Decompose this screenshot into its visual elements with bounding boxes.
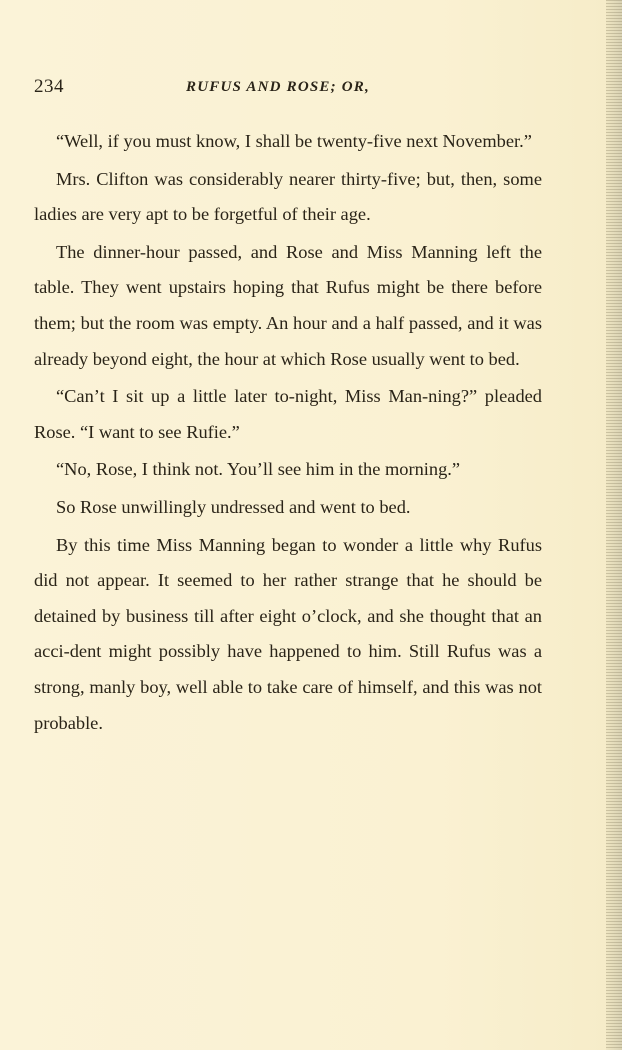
page-number: 234 — [34, 76, 64, 97]
paragraph: “Can’t I sit up a little later to-night, Miss Man-ning?” pleaded Rose. “I want to see Rufie.” — [34, 386, 542, 442]
paragraph: The dinner-hour passed, and Rose and Miss Manning left the table. They went upstairs hoping that Rufus might be there before them; but the room was empty. An hour and a half passed, and it was already beyond eight, the hour at which Rose usually went to bed. — [34, 241, 542, 369]
paragraph: “Well, if you must know, I shall be twenty-five next November.” — [56, 131, 532, 151]
body-text — [34, 124, 542, 743]
page-header — [34, 76, 544, 100]
paragraph: Mrs. Clifton was considerably nearer thirty-five; but, then, some ladies are very apt to be forgetful of their age. — [34, 168, 542, 225]
paragraph: So Rose unwillingly undressed and went to bed. — [56, 496, 411, 517]
paragraph: “No, Rose, I think not. You’ll see him in the morning.” — [56, 459, 461, 480]
page-edge — [606, 0, 622, 1050]
paragraph: By this time Miss Manning began to wonder a little why Rufus did not appear. It seemed to her rather strange that he should be detained by business till after eight o’clock, and she thought that an acci-dent might possibly have happened to him. Still Rufus was a strong, manly boy, well able to take care of himself, and this was not probable. — [34, 534, 542, 733]
running-head: RUFUS AND ROSE; OR, — [186, 79, 370, 95]
